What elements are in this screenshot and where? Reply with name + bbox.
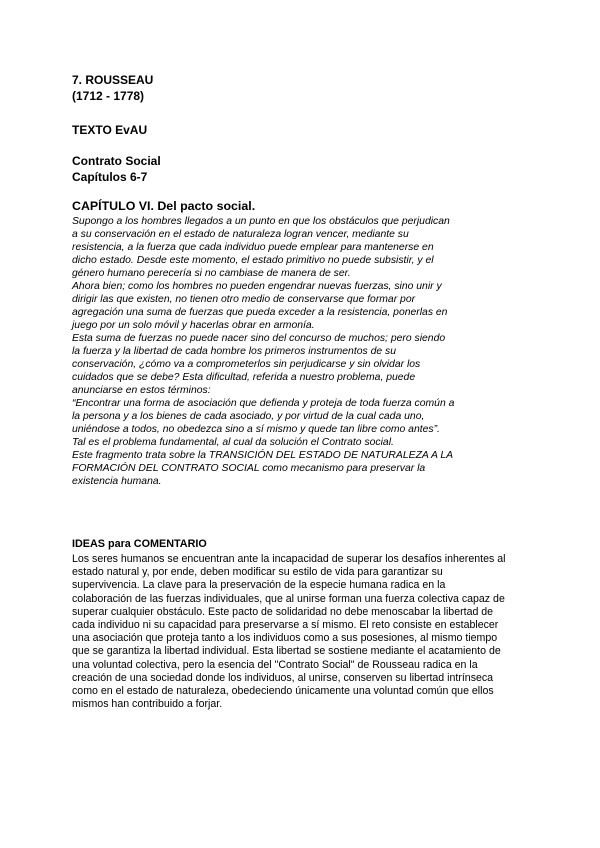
ideas-line: cada individuo ni su capacidad para preservarse a sí mismo. El reto consiste en establecer (72, 619, 499, 632)
excerpt-line: género humano perecería si no cambiase de manera de ser. (72, 268, 351, 279)
excerpt-line: la persona y a los bienes de cada asociado, y por virtud de la cual cada uno, (72, 411, 425, 422)
excerpt-line: dicho estado. Desde este momento, el estado primitivo no puede subsistir, y el (72, 255, 434, 266)
excerpt-line: cuidados que se debe? Esta dificultad, referida a nuestro problema, puede (72, 372, 416, 383)
excerpt-line: anunciarse en estos términos: (72, 385, 211, 396)
ideas-title-text: IDEAS para COMENTARIO (72, 538, 207, 550)
excerpt-line: dirigir las que existen, no tienen otro medio de conservarse que formar por (72, 294, 416, 305)
excerpt-line: existencia humana. (72, 476, 162, 487)
text-label-line: TEXTO EvAU (72, 123, 148, 137)
ideas-line: supervivencia. La clave para la preservación de la especie humana radica en la (72, 579, 446, 592)
author-name: 7. ROUSSEAU (72, 73, 154, 87)
author-dates: (1712 - 1778) (72, 89, 145, 103)
text-label (72, 122, 542, 138)
ideas-line: creación de una sociedad donde los individuos, al unirse, conserven su libertad intrínseca (72, 671, 494, 684)
excerpt-line: FORMACIÓN DEL CONTRATO SOCIAL como mecanismo para preservar la (72, 463, 426, 474)
excerpt-line: a su conservación en el estado de naturaleza logran vencer, mediante su (72, 229, 409, 240)
ideas-line: una asociación que proteja tanto a los individuos como a sus posesiones, al mismo tiempo (72, 632, 498, 645)
excerpt-line: Supongo a los hombres llegados a un punto en que los obstáculos que perjudican (72, 216, 450, 227)
ideas-line: colaboración de las fuerzas individuales, que al unirse forman una fuerza colectiva capaz de (72, 592, 505, 605)
excerpt-line: “Encontrar una forma de asociación que defienda y proteja de toda fuerza común a (72, 398, 455, 409)
excerpt-line: la fuerza y la libertad de cada hombre los primeros instrumentos de su (72, 346, 397, 357)
work-heading (72, 153, 542, 185)
ideas-line: Los seres humanos se encuentran ante la incapacidad de superar los desafíos inherentes al (72, 553, 506, 565)
ideas-line: estado natural y, por ende, deben modificar su estilo de vida para garantizar su (72, 566, 443, 579)
chapter-title (72, 198, 542, 214)
ideas-line: mismos han contribuido a forjar. (72, 698, 223, 711)
excerpt-line: Tal es el problema fundamental, al cual da solución el Contrato social. (72, 437, 394, 448)
chapter-excerpt (72, 215, 542, 488)
ideas-line: que se garantiza la libertad individual. Esta libertad se sostiene mediante el acatamiento de (72, 645, 501, 658)
author-heading (72, 72, 542, 104)
excerpt-line: agregación una suma de fuerzas que pueda exceder a la resistencia, ponerlas en (72, 307, 448, 318)
chapter-title-text: CAPÍTULO VI. Del pacto social. (72, 199, 256, 213)
excerpt-line: Este fragmento trata sobre la TRANSICIÓN DEL ESTADO DE NATURALEZA A LA (72, 450, 454, 461)
excerpt-line: uniéndose a todos, no obedezca sino a sí mismo y quede tan libre como antes”. (72, 424, 440, 435)
excerpt-line: Ahora bien; como los hombres no pueden engendrar nuevas fuerzas, sino unir y (72, 281, 442, 292)
work-chapters: Capítulos 6-7 (72, 170, 148, 184)
ideas-line: superar cualquier obstáculo. Este pacto de solidaridad no debe menoscabar la libertad de (72, 605, 494, 618)
excerpt-line: Esta suma de fuerzas no puede nacer sino del concurso de muchos; pero siendo (72, 333, 446, 344)
ideas-title (72, 538, 542, 551)
excerpt-line: juego por un solo móvil y hacerlas obrar en armonía. (72, 320, 315, 331)
ideas-body (72, 553, 542, 711)
excerpt-line: conservación, ¿cómo va a comprometerlos sin perjudicarse y sin olvidar los (72, 359, 421, 370)
excerpt-line: resistencia, a la fuerza que cada individuo puede emplear para mantenerse en (72, 242, 434, 253)
work-title: Contrato Social (72, 154, 161, 168)
ideas-line: como en el estado de naturaleza, obedeciendo únicamente una voluntad común que ellos (72, 685, 494, 698)
ideas-line: una voluntad colectiva, pero la esencia del "Contrato Social" de Rousseau radica en la (72, 658, 478, 671)
